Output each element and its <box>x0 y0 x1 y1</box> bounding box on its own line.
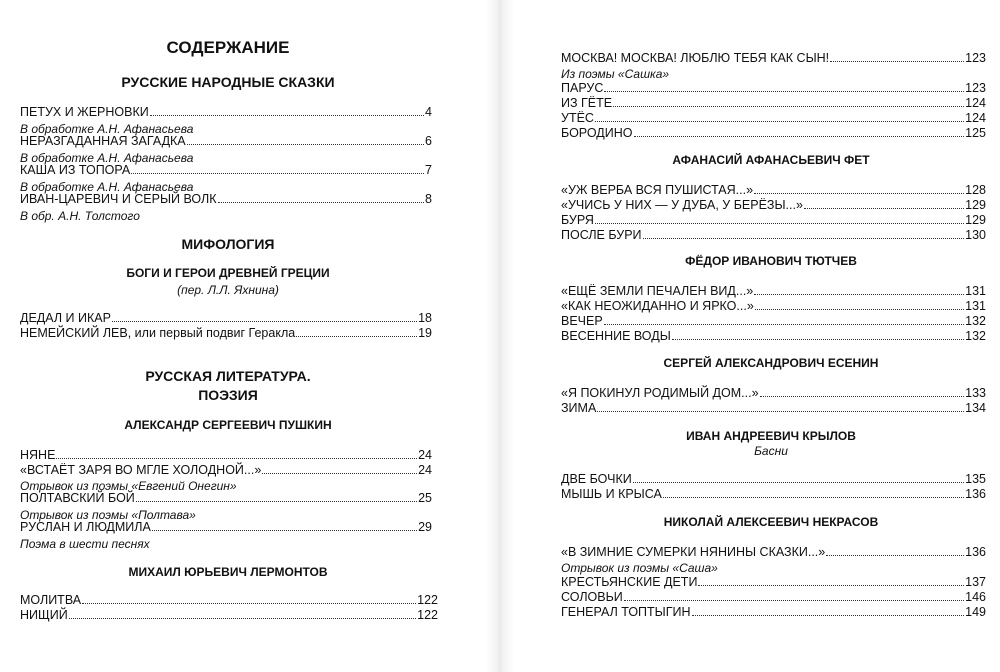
toc-entry-page: 133 <box>965 386 986 400</box>
toc-entry[interactable] <box>561 589 986 604</box>
leader-dots <box>663 497 964 498</box>
author-heading: АФАНАСИЙ АФАНАСЬЕВИЧ ФЕТ <box>672 153 870 167</box>
toc-entry-page: 129 <box>965 198 986 212</box>
toc-entry-title: МЫШЬ И КРЫСА <box>561 487 662 501</box>
toc-entry-title: УТЁС <box>561 111 594 125</box>
leader-dots <box>69 618 416 619</box>
toc-entry[interactable] <box>20 325 432 340</box>
toc-entry[interactable] <box>561 110 986 125</box>
toc-entry-title: ДЕДАЛ И ИКАР <box>20 311 111 325</box>
toc-entry-title: ПЕТУХ И ЖЕРНОВКИ <box>20 105 149 119</box>
toc-entry-page: 146 <box>965 590 986 604</box>
leader-dots <box>624 600 964 601</box>
toc-entry[interactable] <box>20 133 432 148</box>
left-page <box>0 0 490 672</box>
toc-entry[interactable] <box>561 182 986 197</box>
toc-entry[interactable] <box>561 313 986 328</box>
toc-entry[interactable] <box>20 592 438 607</box>
toc-entry-title: НЕМЕЙСКИЙ ЛЕВ, или первый подвиг Геракла <box>20 326 296 340</box>
toc-entry-page: 130 <box>965 228 986 242</box>
section-heading-poetry: ПОЭЗИЯ <box>198 387 258 403</box>
toc-entry-title: БОРОДИНО <box>561 126 633 140</box>
toc-entry-title: ЗИМА <box>561 401 597 415</box>
toc-entry-page: 123 <box>965 81 986 95</box>
toc-entry-title: ИЗ ГЁТЕ <box>561 96 613 110</box>
leader-dots <box>595 223 964 224</box>
toc-entry-page: 137 <box>965 575 986 589</box>
toc-entry[interactable] <box>561 283 986 298</box>
leader-dots <box>604 91 964 92</box>
toc-entry[interactable] <box>561 298 986 313</box>
toc-entry[interactable] <box>20 490 432 505</box>
leader-dots <box>760 396 965 397</box>
toc-entry-title: «ЕЩЁ ЗЕМЛИ ПЕЧАЛЕН ВИД...» <box>561 284 754 298</box>
toc-entry[interactable] <box>561 197 986 212</box>
toc-entry-page: 25 <box>418 491 432 505</box>
leader-dots <box>56 458 417 459</box>
entry-note: Из поэмы «Сашка» <box>561 67 670 81</box>
toc-entry-page: 136 <box>965 545 986 559</box>
entry-note: В обработке А.Н. Афанасьева <box>20 151 194 165</box>
toc-entry-page: 124 <box>965 111 986 125</box>
toc-entry-page: 149 <box>965 605 986 619</box>
entry-note: В обр. А.Н. Толстого <box>20 209 140 223</box>
toc-entry-page: 124 <box>965 96 986 110</box>
toc-entry-page: 19 <box>418 326 432 340</box>
toc-entry-title: «КАК НЕОЖИДАННО И ЯРКО...» <box>561 299 754 313</box>
leader-dots <box>672 339 964 340</box>
toc-entry-title: «ВСТАЁТ ЗАРЯ ВО МГЛЕ ХОЛОДНОЙ...» <box>20 463 262 477</box>
toc-entry-title: ИВАН-ЦАРЕВИЧ И СЕРЫЙ ВОЛК <box>20 192 217 206</box>
toc-entry[interactable] <box>561 574 986 589</box>
leader-dots <box>187 144 424 145</box>
toc-entry-page: 132 <box>965 314 986 328</box>
toc-entry[interactable] <box>20 310 432 325</box>
genre-note: Басни <box>754 444 788 458</box>
toc-entry[interactable] <box>561 471 986 486</box>
toc-entry-page: 24 <box>418 448 432 462</box>
toc-entry-title: ПАРУС <box>561 81 604 95</box>
leader-dots <box>755 309 964 310</box>
leader-dots <box>597 411 964 412</box>
toc-entry-page: 131 <box>965 299 986 313</box>
section-heading-folk-tales: РУССКИЕ НАРОДНЫЕ СКАЗКИ <box>121 74 335 90</box>
toc-entry-page: 125 <box>965 126 986 140</box>
toc-entry-title: «УЧИСЬ У НИХ — У ДУБА, У БЕРЁЗЫ...» <box>561 198 803 212</box>
toc-entry-page: 122 <box>417 608 438 622</box>
toc-entry[interactable] <box>20 447 432 462</box>
leader-dots <box>131 173 424 174</box>
toc-entry[interactable] <box>20 462 432 477</box>
leader-dots <box>595 121 964 122</box>
toc-entry[interactable] <box>20 162 432 177</box>
toc-entry-title: «В ЗИМНИЕ СУМЕРКИ НЯНИНЫ СКАЗКИ...» <box>561 545 826 559</box>
toc-entry[interactable] <box>20 191 432 206</box>
toc-entry-page: 7 <box>425 163 432 177</box>
leader-dots <box>634 136 965 137</box>
toc-entry-page: 136 <box>965 487 986 501</box>
leader-dots <box>296 336 417 337</box>
toc-entry[interactable] <box>561 50 986 65</box>
leader-dots <box>152 530 417 531</box>
leader-dots <box>754 193 964 194</box>
contents-title: СОДЕРЖАНИЕ <box>166 38 290 57</box>
toc-entry[interactable] <box>20 519 432 534</box>
leader-dots <box>604 324 964 325</box>
toc-entry[interactable] <box>20 104 432 119</box>
author-heading: ФЁДОР ИВАНОВИЧ ТЮТЧЕВ <box>685 254 857 268</box>
toc-entry[interactable] <box>20 607 438 622</box>
leader-dots <box>692 615 965 616</box>
toc-entry[interactable] <box>561 400 986 415</box>
toc-entry-title: МОСКВА! МОСКВА! ЛЮБЛЮ ТЕБЯ КАК СЫН! <box>561 51 830 65</box>
toc-entry[interactable] <box>561 125 986 140</box>
leader-dots <box>150 115 424 116</box>
toc-entry-page: 128 <box>965 183 986 197</box>
toc-entry-title: НЕРАЗГАДАННАЯ ЗАГАДКА <box>20 134 186 148</box>
leader-dots <box>112 321 417 322</box>
toc-entry[interactable] <box>561 328 986 343</box>
leader-dots <box>804 208 964 209</box>
author-heading: МИХАИЛ ЮРЬЕВИЧ ЛЕРМОНТОВ <box>128 565 328 579</box>
leader-dots <box>826 555 964 556</box>
toc-entry-page: 4 <box>425 105 432 119</box>
toc-entry-title: ДВЕ БОЧКИ <box>561 472 632 486</box>
toc-entry-page: 132 <box>965 329 986 343</box>
section-heading-literature: РУССКАЯ ЛИТЕРАТУРА. <box>145 368 311 384</box>
toc-entry-title: КАША ИЗ ТОПОРА <box>20 163 131 177</box>
toc-entry-title: НЯНЕ <box>20 448 56 462</box>
section-heading-mythology: МИФОЛОГИЯ <box>181 236 275 252</box>
toc-entry[interactable] <box>561 212 986 227</box>
toc-entry[interactable] <box>561 604 986 619</box>
leader-dots <box>82 603 416 604</box>
toc-entry-title: БУРЯ <box>561 213 594 227</box>
leader-dots <box>262 473 417 474</box>
toc-entry-page: 131 <box>965 284 986 298</box>
subsection-heading: БОГИ И ГЕРОИ ДРЕВНЕЙ ГРЕЦИИ <box>126 266 330 280</box>
leader-dots <box>136 501 417 502</box>
toc-entry-title: «УЖ ВЕРБА ВСЯ ПУШИСТАЯ...» <box>561 183 754 197</box>
toc-entry[interactable] <box>561 95 986 110</box>
toc-entry-page: 6 <box>425 134 432 148</box>
toc-entry[interactable] <box>561 486 986 501</box>
toc-entry-page: 122 <box>417 593 438 607</box>
author-heading: АЛЕКСАНДР СЕРГЕЕВИЧ ПУШКИН <box>124 418 332 432</box>
toc-entry-title: НИЩИЙ <box>20 608 68 622</box>
entry-note: В обработке А.Н. Афанасьева <box>20 122 194 136</box>
toc-entry-page: 135 <box>965 472 986 486</box>
leader-dots <box>218 202 425 203</box>
toc-entry-page: 18 <box>418 311 432 325</box>
toc-entry-title: ВЕЧЕР <box>561 314 603 328</box>
entry-note: Поэма в шести песнях <box>20 537 150 551</box>
toc-entry-title: МОЛИТВА <box>20 593 82 607</box>
toc-entry-page: 129 <box>965 213 986 227</box>
toc-entry-page: 29 <box>418 520 432 534</box>
leader-dots <box>613 106 964 107</box>
toc-entry-title: РУСЛАН И ЛЮДМИЛА <box>20 520 151 534</box>
leader-dots <box>754 294 964 295</box>
toc-entry[interactable] <box>561 80 986 95</box>
toc-entry-title: ПОСЛЕ БУРИ <box>561 228 642 242</box>
right-page <box>510 0 1000 672</box>
toc-entry[interactable] <box>561 385 986 400</box>
leader-dots <box>830 61 964 62</box>
entry-note: Отрывок из поэмы «Саша» <box>561 561 718 575</box>
toc-entry-title: ВЕСЕННИЕ ВОДЫ <box>561 329 671 343</box>
author-heading: СЕРГЕЙ АЛЕКСАНДРОВИЧ ЕСЕНИН <box>663 356 879 370</box>
toc-entry-page: 8 <box>425 192 432 206</box>
entry-note: В обработке А.Н. Афанасьева <box>20 180 194 194</box>
toc-entry[interactable] <box>561 227 986 242</box>
leader-dots <box>633 482 964 483</box>
toc-entry-title: «Я ПОКИНУЛ РОДИМЫЙ ДОМ...» <box>561 386 759 400</box>
author-heading: НИКОЛАЙ АЛЕКСЕЕВИЧ НЕКРАСОВ <box>663 515 879 529</box>
author-heading: ИВАН АНДРЕЕВИЧ КРЫЛОВ <box>686 429 856 443</box>
leader-dots <box>698 585 964 586</box>
toc-entry-title: СОЛОВЬИ <box>561 590 623 604</box>
entry-note: Отрывок из поэмы «Евгений Онегин» <box>20 479 237 493</box>
toc-entry-title: КРЕСТЬЯНСКИЕ ДЕТИ <box>561 575 698 589</box>
leader-dots <box>643 238 965 239</box>
translator-note: (пер. Л.Л. Яхнина) <box>177 283 279 297</box>
toc-entry-page: 24 <box>418 463 432 477</box>
toc-entry[interactable] <box>561 544 986 559</box>
toc-entry-page: 123 <box>965 51 986 65</box>
toc-entry-page: 134 <box>965 401 986 415</box>
entry-note: Отрывок из поэмы «Полтава» <box>20 508 196 522</box>
toc-entry-title: ПОЛТАВСКИЙ БОЙ <box>20 491 135 505</box>
toc-entry-title: ГЕНЕРАЛ ТОПТЫГИН <box>561 605 691 619</box>
